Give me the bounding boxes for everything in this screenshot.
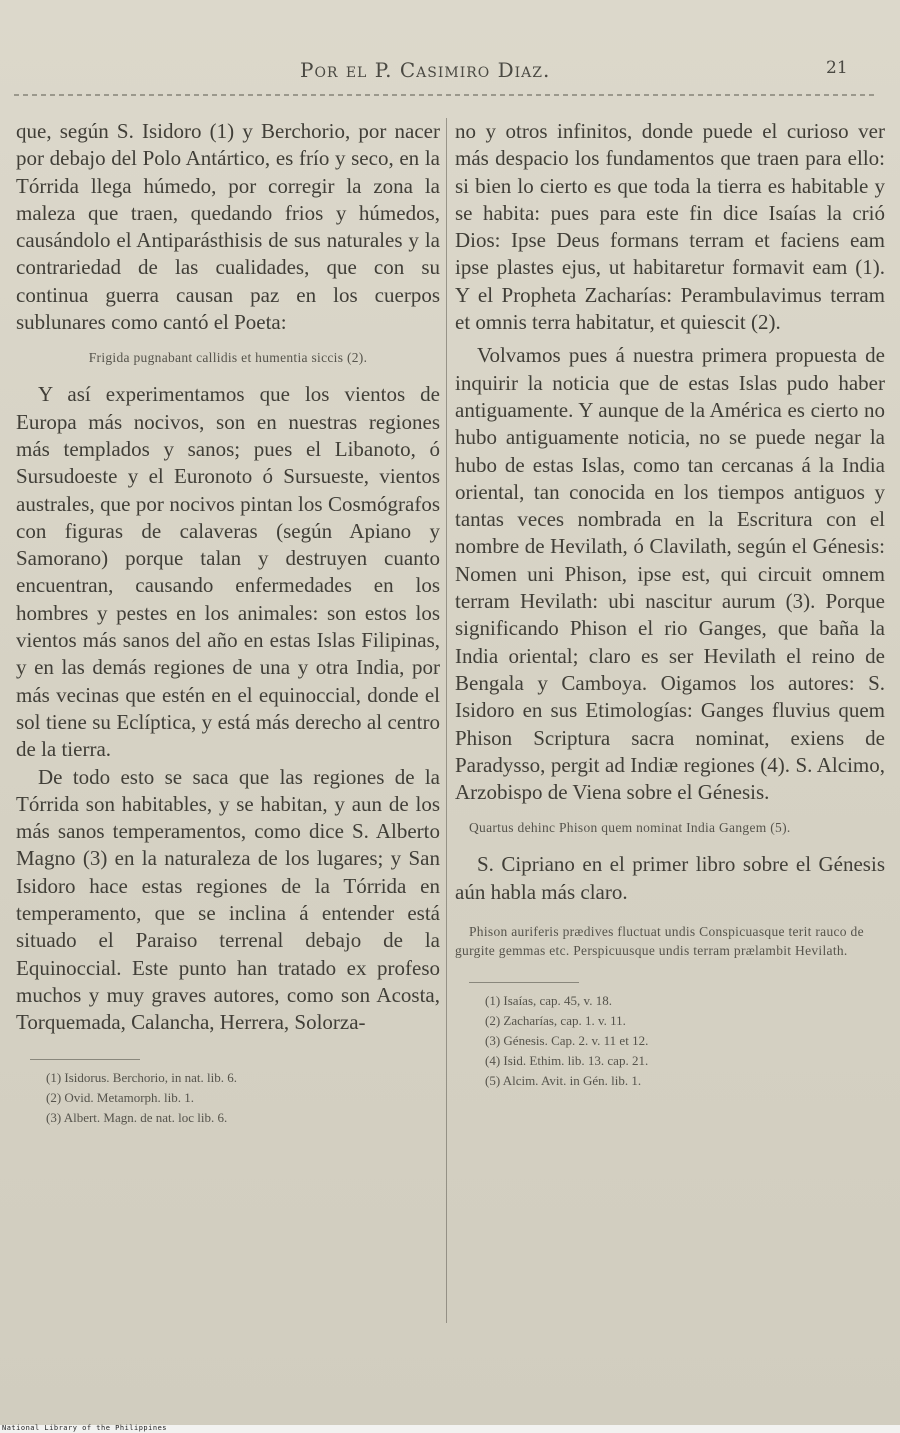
right-paragraph-1: no y otros infinitos, donde puede el curioso ver más despacio los fundamentos que traen para ello: si bien lo cierto es que toda la tierra es habitable y se habita: pues para este fin dice Isaías la crió Dios: Ipse Deus formans terram et faciens eam ipse plastes ejus, ut habitaretur formavit eam (1). Y el Propheta Zacharías: Perambulavimus terram et omnis terra habitatur, et quiescit (2). (455, 119, 885, 335)
left-verse-quote: Frigida pugnabant callidis et humentia siccis (2). (88, 350, 368, 366)
right-verse-quote-1: Quartus dehinc Phison quem nominat India Gangem (5). (469, 820, 791, 836)
footnote: (3) Albert. Magn. de nat. loc lib. 6. (46, 1109, 228, 1125)
footnote: (4) Isid. Ethim. lib. 13. cap. 21. (485, 1053, 649, 1069)
left-column (16, 118, 440, 1128)
right-column (455, 118, 885, 1091)
right-verse-quote-2: Phison auriferis prædives fluctuat undis Conspicuasque terit rauco de gurgite gemmas etc. Perspicuusque undis terram prælambit Hevilath. (455, 924, 864, 959)
left-paragraph-1: que, según S. Isidoro (1) y Berchorio, por nacer por debajo del Polo Antártico, es frío y seco, en la Tórrida llega húmedo, por corregir la zona la maleza que traen, quedando frios y húmedos, causándolo el Antiparásthisis de sus naturales y la contrariedad de las cualidades, que con su continua guerra causan paz en los cuerpos sublunares como cantó el Poeta: (16, 119, 440, 335)
footnote: (2) Ovid. Metamorph. lib. 1. (46, 1089, 195, 1105)
right-paragraph-3: S. Cipriano en el primer libro sobre el Génesis aún habla más claro. (455, 852, 885, 904)
footnote: (5) Alcim. Avit. in Gén. lib. 1. (485, 1073, 642, 1089)
footnote: (1) Isaías, cap. 45, v. 18. (485, 993, 612, 1009)
page-number: 21 (826, 58, 848, 78)
running-title: Por el P. Casimiro Diaz. (300, 58, 551, 82)
left-footnote-rule (30, 1059, 140, 1060)
page-header (0, 58, 900, 88)
right-footnote-rule (469, 982, 579, 983)
footnote: (1) Isidorus. Berchorio, in nat. lib. 6. (46, 1069, 237, 1085)
left-paragraph-2: Y así experimentamos que los vientos de Europa más nocivos, son en nuestras regiones más templados y sanos; pues el Libanoto, ó Sursudoeste y el Euronoto ó Sursueste, vientos australes, que por nocivos pintan los Cosmógrafos con figuras de calaveras (según Apiano y Samorano) porque talan y destruyen cuanto encuentran, causando enfermedades en los hombres y pestes en los animales: son estos los vientos más sanos del año en estas Islas Filipinas, y en las demás regiones de una y otra India, por más vecinas que estén en el equinoccial, donde el sol tiene su Eclíptica, y está más derecho al centro de la tierra. (16, 382, 440, 762)
library-credit: National Library of the Philippines (2, 1424, 168, 1432)
left-footnotes (16, 1068, 440, 1128)
right-footnotes (455, 991, 885, 1091)
footnote: (2) Zacharías, cap. 1. v. 11. (485, 1013, 626, 1029)
column-divider (446, 118, 447, 1323)
header-rule (14, 94, 874, 96)
left-paragraph-3: De todo esto se saca que las regiones de la Tórrida son habitables, y se habitan, y aun de los más sanos temperamentos, como dice S. Alberto Magno (3) en la naturaleza de los lugares; y San Isidoro hace estas regiones de la Tórrida en temperamento, que se inclina á entender está situado el Paraiso terrenal debajo de la Equinoccial. Este punto han tratado ex profeso muchos y muy graves autores, como son Acosta, Torquemada, Calancha, Herrera, Solorza- (16, 764, 440, 1035)
right-paragraph-2: Volvamos pues á nuestra primera propuesta de inquirir la noticia que de estas Islas pudo haber antiguamente. Y aunque de la América es cierto no hubo antiguamente noticia, no se puede negar la hubo de estas Islas, como tan cercanas á la India oriental, tan conocida en los tiempos antiguos y tantas veces nombrada en la Escritura con el nombre de Hevilath, ó Clavilath, según el Génesis: Nomen uni Phison, ipse est, qui circuit omnem terram Hevilath: ubi nascitur aurum (3). Porque significando Phison el rio Ganges, que baña la India oriental; claro es ser Hevilath el reino de Bengala y Camboya. Oigamos los autores: S. Isidoro en sus Etimologías: Ganges fluvius quem Phison Scriptura sacra nominat, exiens de Paradysso, pergit ad Indiæ regiones (4). S. Alcimo, Arzobispo de Viena sobre el Génesis. (455, 343, 885, 805)
footnote: (3) Génesis. Cap. 2. v. 11 et 12. (485, 1033, 649, 1049)
